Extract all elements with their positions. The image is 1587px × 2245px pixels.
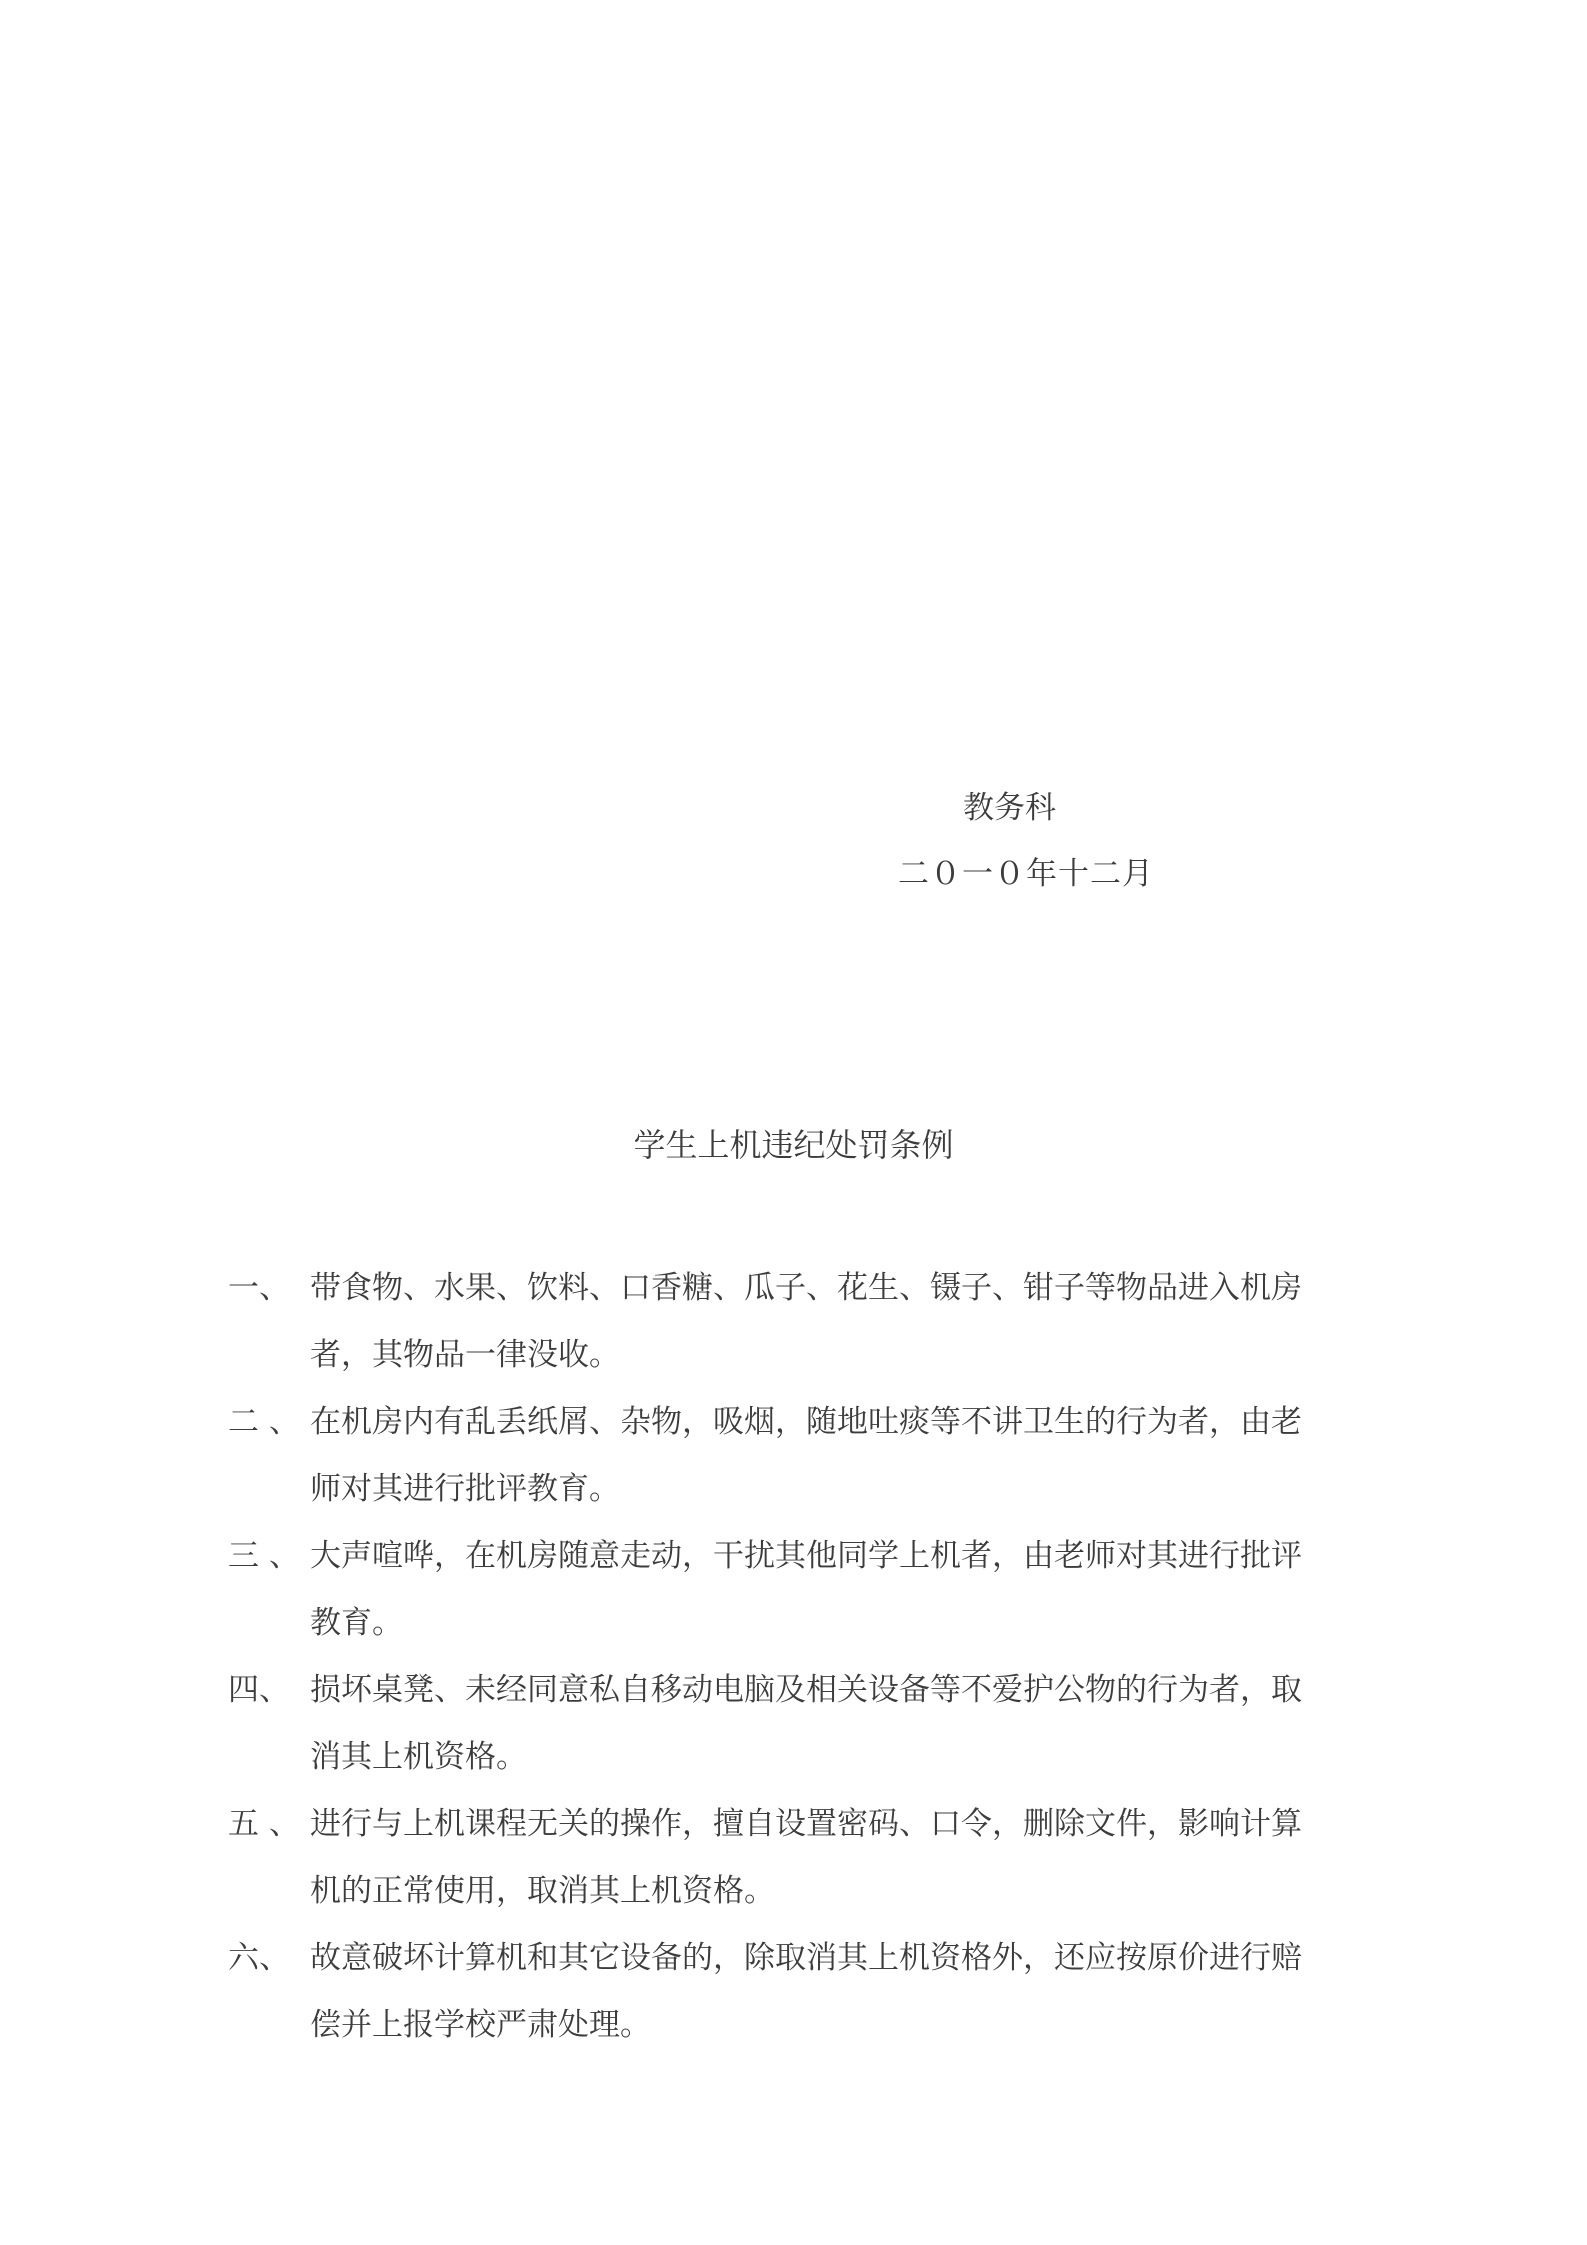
rule-item (228, 1925, 1358, 2059)
rule-text-line: 大声喧哗，在机房随意走动，干扰其他同学上机者，由老师对其进行批评 (310, 1538, 1302, 1574)
document-title: 学生上机违纪处罚条例 (633, 1126, 954, 1164)
rule-text-line: 偿并上报学校严肃处理。 (310, 2007, 651, 2043)
rule-text-line: 带食物、水果、饮料、口香糖、瓜子、花生、镊子、钳子等物品进入机房 (310, 1270, 1302, 1306)
rule-item (228, 1523, 1358, 1657)
rule-text-line: 教育。 (310, 1605, 403, 1641)
rule-text-line: 者，其物品一律没收。 (310, 1337, 620, 1373)
rule-number: 四、 (228, 1672, 290, 1708)
rule-number: 五 、 (228, 1806, 300, 1842)
rule-text-line: 故意破坏计算机和其它设备的，除取消其上机资格外，还应按原价进行赔 (310, 1940, 1302, 1976)
rule-number: 六、 (228, 1940, 290, 1976)
rules-list (228, 1255, 1358, 2059)
rule-item (228, 1389, 1358, 1523)
rule-item (228, 1255, 1358, 1389)
rule-text-line: 消其上机资格。 (310, 1739, 527, 1775)
rule-text-line: 在机房内有乱丢纸屑、杂物，吸烟，随地吐痰等不讲卫生的行为者，由老 (310, 1404, 1302, 1440)
signature-date: 二０一０年十二月 (898, 856, 1154, 892)
rule-item (228, 1791, 1358, 1925)
rule-text-line: 进行与上机课程无关的操作，擅自设置密码、口令，删除文件，影响计算 (310, 1806, 1302, 1842)
rule-text-line: 机的正常使用，取消其上机资格。 (310, 1873, 775, 1909)
rule-item (228, 1657, 1358, 1791)
rule-number: 二 、 (228, 1404, 300, 1440)
rule-number: 三 、 (228, 1538, 300, 1574)
signature-department: 教务科 (963, 790, 1056, 826)
rule-text-line: 损坏桌凳、未经同意私自移动电脑及相关设备等不爱护公物的行为者，取 (310, 1672, 1302, 1708)
rule-text-line: 师对其进行批评教育。 (310, 1471, 620, 1507)
rule-number: 一、 (228, 1270, 290, 1306)
